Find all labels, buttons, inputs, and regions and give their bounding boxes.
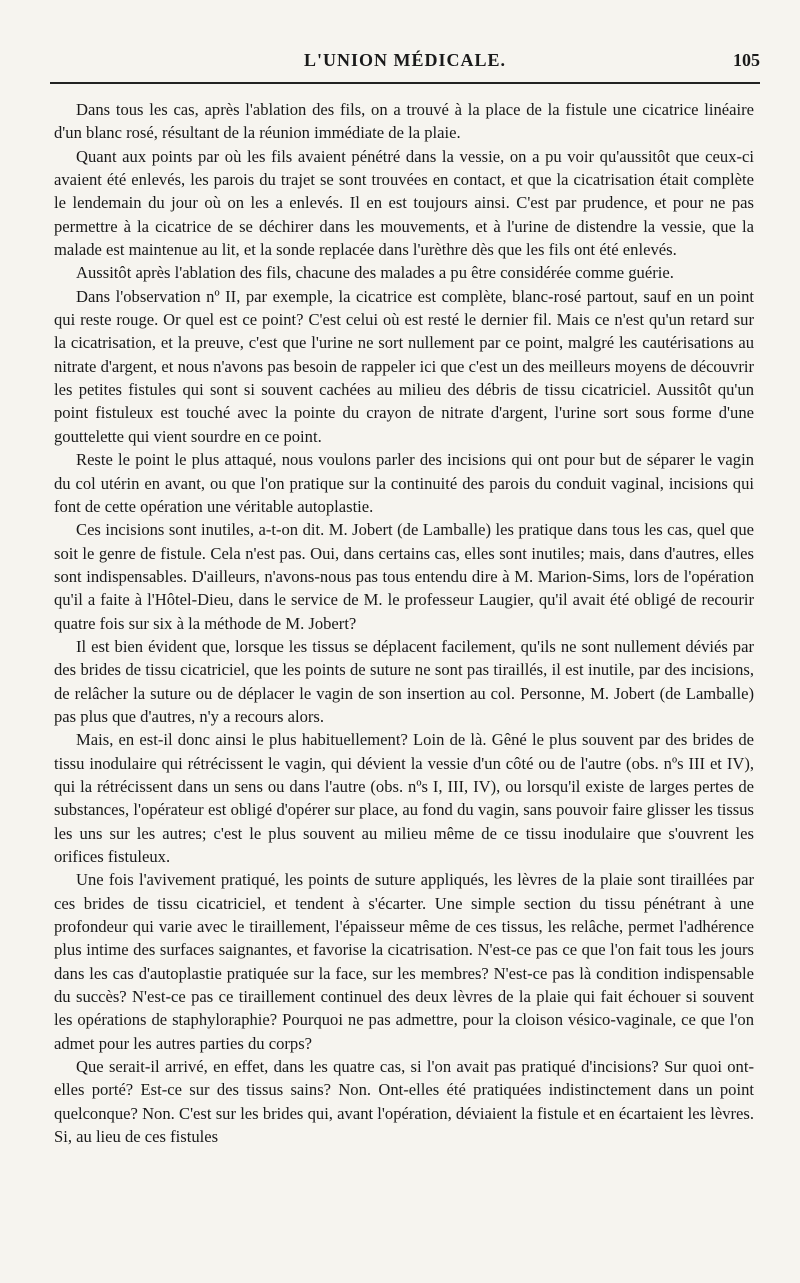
paragraph: Dans l'observation nº II, par exemple, la cicatrice est complète, blanc-rosé partout, sauf en un point qui reste rouge. Or quel est ce point? C'est celui où est resté le dernier fil. Mais ce n'est qu'un retard sur la cicatrisation, et la preuve, c'est que l'urine ne sort nullement par ce point, malgré les cautérisations au nitrate d'argent, et nous n'avons pas besoin de rappeler ici que c'est un des meilleurs moyens de découvrir les petites fistules qui sont si souvent cachées au milieu des débris de tissu cicatriciel. Aussitôt qu'un point fistuleux est touché avec la pointe du crayon de nitrate d'argent, l'urine sort sous forme d'une gouttelette qui vient sourdre en ce point. [54, 286, 754, 446]
body-text [54, 98, 754, 1148]
paragraph: Que serait-il arrivé, en effet, dans les quatre cas, si l'on avait pas pratiqué d'incisions? Sur quoi ont-elles porté? Est-ce sur des tissus sains? Non. Ont-elles été pratiquées indistinctement dans un point quelconque? Non. C'est sur les brides qui, avant l'opération, déviaient la fistule et en écartaient les lèvres. Si, au lieu de ces fistules [54, 1057, 754, 1147]
paragraph: Reste le point le plus attaqué, nous voulons parler des incisions qui ont pour but de séparer le vagin du col utérin en avant, ou que l'on pratique sur la continuité des parois du conduit vaginal, incisions qui font de cette opération une véritable autoplastie. [54, 450, 754, 516]
header-rule [50, 82, 760, 84]
paragraph: Aussitôt après l'ablation des fils, chacune des malades a pu être considérée comme guérie. [76, 263, 674, 283]
paragraph: Quant aux points par où les fils avaient pénétré dans la vessie, on a pu voir qu'aussitôt que ceux-ci avaient été enlevés, les parois du trajet se sont trouvées en contact, et que la cicatrisation était complète le lendemain du jour où on les a enlevés. Il en est toujours ainsi. C'est par prudence, et pour ne pas permettre à la cicatrice de se déchirer dans les mouvements, et à l'urine de distendre la vessie, que la malade est maintenue au lit, et la sonde replacée dans l'urèthre dès que les fils ont été enlevés. [54, 146, 754, 260]
page-header [50, 50, 760, 84]
paragraph: Il est bien évident que, lorsque les tissus se déplacent facilement, qu'ils ne sont nullement déviés par des brides de tissu cicatriciel, que les points de suture ne sont pas tiraillés, il est inutile, par des incisions, de relâcher la suture ou de déplacer le vagin de son insertion au col. Personne, M. Jobert (de Lamballe) pas plus que d'autres, n'y a recours alors. [54, 636, 754, 726]
paragraph: Dans tous les cas, après l'ablation des fils, on a trouvé à la place de la fistule une cicatrice linéaire d'un blanc rosé, résultant de la réunion immédiate de la plaie. [54, 100, 754, 143]
running-title: L'UNION MÉDICALE. [303, 50, 507, 70]
paragraph: Mais, en est-il donc ainsi le plus habituellement? Loin de là. Gêné le plus souvent par des brides de tissu inodulaire qui rétrécissent le vagin, qui dévient la vessie d'un côté ou de l'autre (obs. nºs III et IV), qui la rétrécissent dans un sens ou dans l'autre (obs. nºs I, III, IV), ou lorsqu'il existe de larges pertes de substances, l'opérateur est obligé d'opérer sur place, au fond du vagin, sans pouvoir faire glisser les tissus les uns sur les autres; c'est le plus souvent au milieu même de ce tissu inodulaire que s'ouvrent les orifices fistuleux. [54, 730, 754, 866]
paragraph: Ces incisions sont inutiles, a-t-on dit. M. Jobert (de Lamballe) les pratique dans tous les cas, quel que soit le genre de fistule. Cela n'est pas. Oui, dans certains cas, elles sont inutiles; mais, dans d'autres, elles sont indispensables. D'ailleurs, n'avons-nous pas tous entendu dire à M. Marion-Sims, lors de l'opération qu'il a faite à l'Hôtel-Dieu, dans le service de M. le professeur Laugier, qu'il avait été obligé de recourir quatre fois sur six à la méthode de M. Jobert? [54, 520, 754, 633]
page-number: 105 [733, 50, 760, 70]
paragraph: Une fois l'avivement pratiqué, les points de suture appliqués, les lèvres de la plaie sont tiraillées par ces brides de tissu cicatriciel, et tendent à s'écarter. Une simple section du tissu pénétrant à une profondeur qui varie avec le tiraillement, l'épaisseur même de ces tissus, les relâche, permet l'adhérence plus intime des surfaces saignantes, et favorise la cicatrisation. N'est-ce pas ce que l'on fait tous les jours dans les cas d'autoplastie pratiquée sur la face, sur les membres? N'est-ce pas là condition indispensable du succès? N'est-ce pas ce tiraillement continuel des deux lèvres de la plaie qui fait échouer si souvent les opérations de staphyloraphie? Pourquoi ne pas admettre, pour la cloison vésico-vaginale, ce que l'on admet pour les autres parties du corps? [54, 870, 754, 1053]
